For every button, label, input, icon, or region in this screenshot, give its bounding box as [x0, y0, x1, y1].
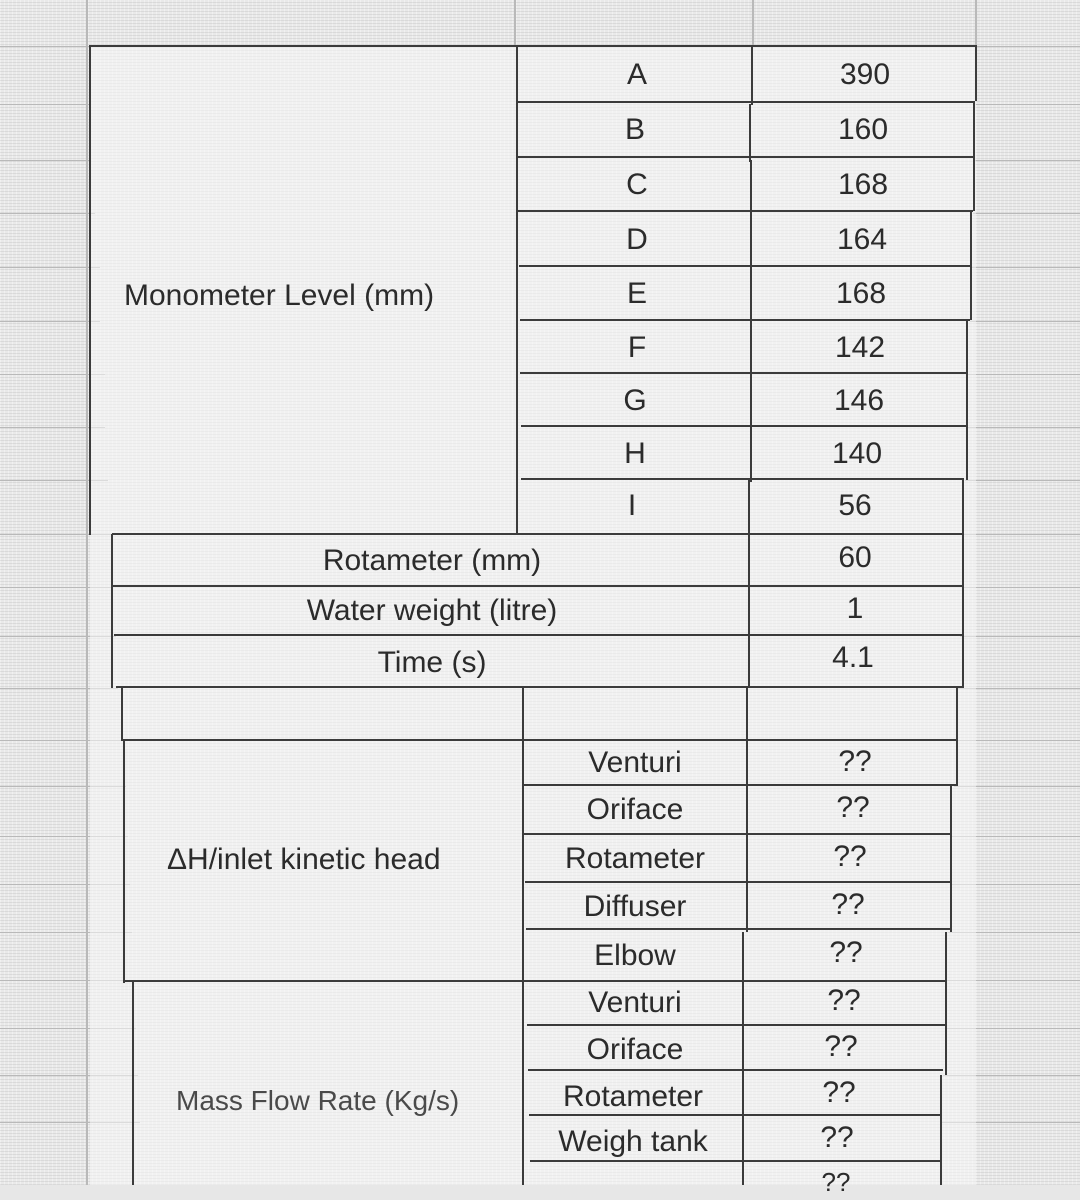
column-border — [522, 688, 524, 1185]
head-loss-value-rotameter: ?? — [833, 840, 867, 873]
manometer-value-b: 160 — [837, 113, 889, 146]
row-border — [518, 210, 973, 212]
row-border — [124, 980, 947, 982]
manometer-value-i: 56 — [838, 489, 872, 522]
row-border — [114, 634, 963, 636]
head-loss-value-oriface: ?? — [836, 791, 870, 824]
mass-flow-value-weigh-tank: ?? — [820, 1121, 854, 1154]
mass-flow-item-weigh-tank: Weigh tank — [558, 1125, 708, 1158]
manometer-value-a: 390 — [839, 58, 891, 91]
row-border — [519, 265, 971, 267]
column-border — [750, 160, 752, 482]
table-border — [940, 1075, 942, 1185]
gridline — [962, 587, 1080, 588]
column-border — [746, 688, 748, 932]
gridline — [973, 213, 1080, 214]
column-border — [751, 47, 753, 105]
row-border — [116, 686, 963, 688]
gridline — [976, 46, 1080, 47]
manometer-value-h: 140 — [831, 437, 883, 470]
table-border — [956, 688, 958, 786]
table-border — [950, 786, 952, 932]
column-border — [749, 104, 751, 162]
gridline — [0, 46, 90, 47]
head-loss-item-oriface: Oriface — [586, 793, 684, 826]
row-border — [530, 1160, 941, 1162]
column-border — [742, 932, 744, 1185]
manometer-tap-g: G — [623, 384, 647, 417]
row-border — [528, 1069, 943, 1071]
manometer-value-e: 168 — [835, 277, 887, 310]
water-weight-label: Water weight (litre) — [306, 594, 558, 627]
gridline — [967, 427, 1080, 428]
row-border — [520, 319, 970, 321]
gridline — [0, 104, 90, 105]
manometer-tap-h: H — [624, 437, 646, 470]
row-border — [121, 739, 957, 741]
mass-flow-label: Mass Flow Rate (Kg/s) — [176, 1085, 460, 1116]
row-border — [526, 928, 950, 930]
row-border — [525, 881, 951, 883]
table-border — [111, 534, 113, 688]
mass-flow-item-oriface: Oriface — [586, 1033, 684, 1066]
gridline — [0, 160, 90, 161]
time-label: Time (s) — [377, 646, 487, 679]
manometer-tap-a: A — [626, 58, 647, 91]
manometer-value-c: 168 — [837, 168, 889, 201]
gridline — [971, 267, 1080, 268]
gridline — [975, 160, 1080, 161]
row-border — [520, 372, 968, 374]
head-loss-value-diffuser: ?? — [831, 888, 865, 921]
manometer-tap-c: C — [626, 168, 648, 201]
row-border — [112, 533, 963, 535]
row-border — [523, 784, 956, 786]
mass-flow-item-rotameter: Rotameter — [562, 1080, 704, 1113]
gridline — [514, 0, 516, 46]
row-border — [521, 425, 967, 427]
table-border — [89, 45, 91, 535]
manometer-level-label: Monometer Level (mm) — [124, 279, 435, 312]
manometer-tap-b: B — [624, 113, 645, 146]
table-border — [123, 740, 125, 983]
table-border — [945, 932, 947, 1075]
row-border — [527, 1024, 945, 1026]
gridline — [975, 0, 977, 46]
time-value: 4.1 — [832, 641, 874, 674]
gridline — [86, 0, 88, 1185]
gridline — [0, 213, 95, 214]
manometer-tap-e: E — [626, 277, 647, 310]
mass-flow-value-venturi: ?? — [827, 984, 861, 1017]
table-border — [132, 982, 134, 1185]
gridline — [0, 321, 100, 322]
mass-flow-value-oriface: ?? — [824, 1030, 858, 1063]
mass-flow-value-rotameter: ?? — [822, 1076, 856, 1109]
row-border — [524, 833, 952, 835]
table-border — [962, 480, 964, 688]
head-loss-label: ΔH/inlet kinetic head — [167, 843, 441, 876]
head-loss-item-diffuser: Diffuser — [583, 890, 687, 923]
gridline — [964, 534, 1080, 535]
table-border — [90, 45, 977, 47]
manometer-tap-i: I — [627, 489, 637, 522]
rotameter-label: Rotameter (mm) — [322, 544, 542, 577]
mass-flow-item-venturi: Venturi — [588, 986, 682, 1019]
manometer-value-g: 146 — [833, 384, 885, 417]
gridline — [970, 321, 1080, 322]
water-weight-value: 1 — [846, 592, 864, 625]
column-border — [516, 47, 518, 535]
row-border — [521, 478, 964, 480]
gridline — [968, 374, 1080, 375]
table-border — [966, 320, 968, 480]
head-loss-value-venturi: ?? — [838, 745, 872, 778]
gridline — [752, 0, 754, 46]
head-loss-item-rotameter: Rotameter — [564, 842, 706, 875]
table-border — [975, 45, 977, 101]
row-border — [112, 585, 963, 587]
head-loss-item-venturi: Venturi — [588, 746, 682, 779]
gridline — [960, 636, 1080, 637]
head-loss-value-elbow: ?? — [829, 936, 863, 969]
gridline — [958, 688, 1080, 689]
manometer-tap-d: D — [626, 223, 648, 256]
mass-flow-value-extra: ?? — [821, 1167, 851, 1197]
column-border — [748, 480, 750, 688]
manometer-tap-f: F — [627, 331, 647, 364]
manometer-value-f: 142 — [834, 331, 886, 364]
gridline — [965, 480, 1080, 481]
row-border — [517, 156, 974, 158]
gridline — [976, 104, 1080, 105]
rotameter-value: 60 — [838, 541, 872, 574]
table-border — [121, 688, 123, 740]
gridline — [0, 267, 100, 268]
head-loss-item-elbow: Elbow — [594, 939, 676, 972]
manometer-value-d: 164 — [836, 223, 888, 256]
row-border — [516, 101, 975, 103]
